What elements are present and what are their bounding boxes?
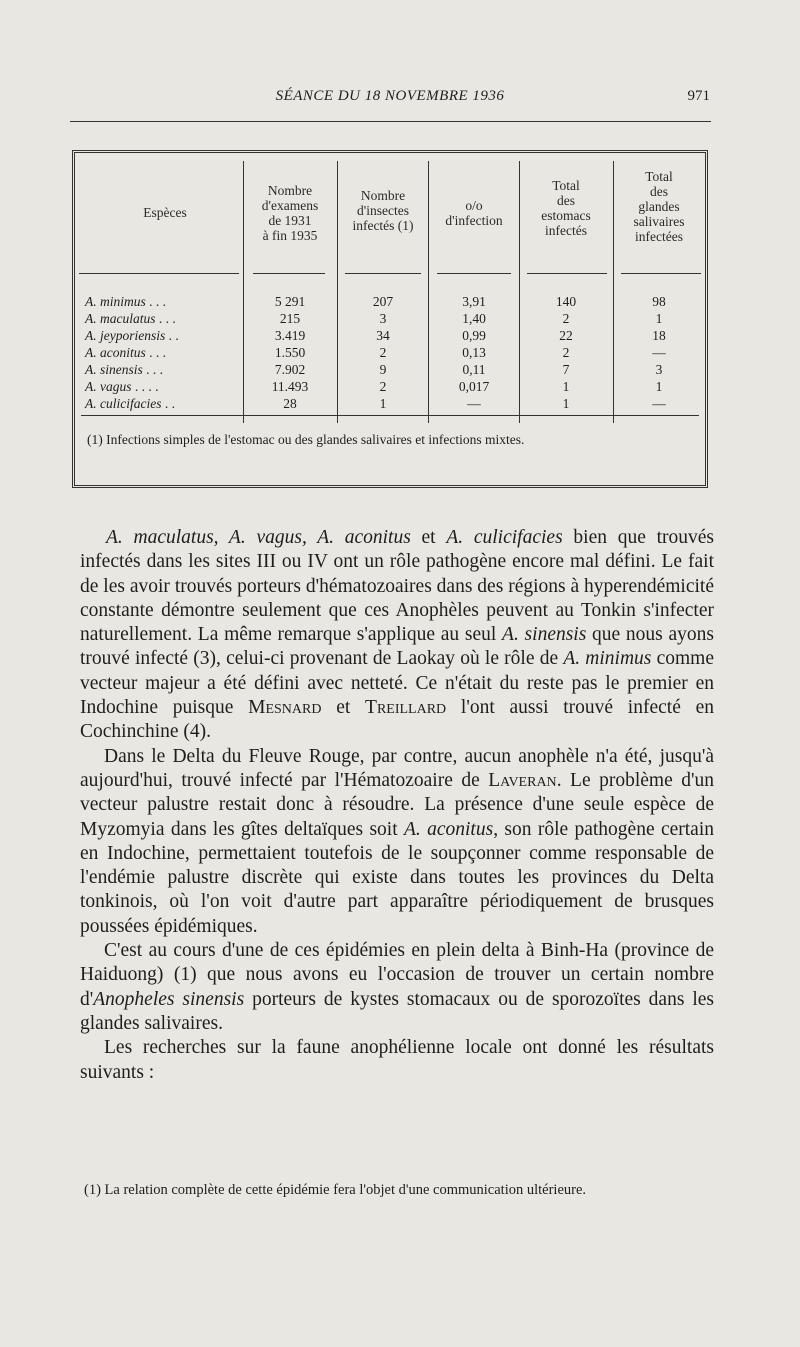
table-cell: 1.550	[274, 345, 306, 360]
table-cell: 0,11	[462, 362, 486, 377]
running-header	[70, 88, 710, 112]
percent-column	[430, 293, 518, 412]
exams-column	[247, 293, 333, 412]
table-cell: 1,40	[462, 311, 486, 326]
page-number: 971	[687, 88, 710, 104]
table-cell: 207	[372, 294, 394, 309]
table-row: A. culicifacies . .	[85, 396, 175, 411]
infection-table	[72, 150, 708, 488]
table-cell: 28	[283, 396, 297, 411]
header-underline	[345, 273, 421, 274]
header-glands: Total des glandes salivaires infectées	[633, 169, 685, 244]
table-cell: —	[652, 345, 666, 360]
table-cell: 215	[279, 311, 301, 326]
table-cell: 7.902	[274, 362, 306, 377]
header-title: SÉANCE DU 18 NOVEMBRE 1936	[275, 88, 505, 104]
table-row: A. maculatus . . .	[85, 311, 176, 326]
table-cell: 1	[655, 379, 663, 394]
table-cell: 3.419	[274, 328, 306, 343]
col-separator	[519, 161, 520, 423]
table-cell: 1	[655, 311, 663, 326]
table-cell: 140	[555, 294, 577, 309]
header-species: Espèces	[143, 205, 187, 220]
stomachs-column	[521, 293, 611, 412]
header-underline	[79, 273, 239, 274]
header-rule	[70, 121, 711, 122]
table-footnote: (1) Infections simples de l'estomac ou des glandes salivaires et infections mixtes.	[87, 432, 525, 447]
header-underline	[527, 273, 607, 274]
paragraph: Dans le Delta du Fleuve Rouge, par contre, aucun anophèle n'a été, jusqu'à aujourd'hui, trouvé infecté par l'Hématozoaire de Laveran. Le problème d'un vecteur palustre restait donc à résoudre. La présence d'une seule espèce de Myzomyia dans les gîtes deltaïques soit A. aconitus, son rôle pathogène certain en Indochine, permettaient toutefois de le soupçonner comme responsable de l'endémie palustre discrète qui existe dans toutes les provinces du Delta tonkinois, où l'on voit d'autre part apparaître périodiquement de brusques poussées épidémiques.	[80, 745, 714, 937]
table-cell: 22	[559, 328, 573, 343]
table-cell: 1	[562, 396, 570, 411]
table-row: A. vagus . . . .	[85, 379, 159, 394]
table-row: A. aconitus . . .	[85, 345, 166, 360]
header-percent: o/o d'infection	[445, 198, 503, 228]
table-cell: 7	[562, 362, 570, 377]
table-cell: 2	[379, 379, 387, 394]
table-row: A. jeyporiensis . .	[85, 328, 179, 343]
table-footnote-rule	[81, 415, 699, 416]
paragraph: Les recherches sur la faune anophélienne locale ont donné les résultats suivants :	[80, 1037, 714, 1083]
table-row: A. minimus . . .	[85, 294, 166, 309]
table-cell: 0,99	[462, 328, 486, 343]
header-underline	[437, 273, 511, 274]
glands-column	[615, 293, 703, 412]
insects-column	[339, 293, 427, 412]
table-cell: 5 291	[274, 294, 306, 309]
table-cell: 98	[652, 294, 666, 309]
table-cell: 0,13	[462, 345, 486, 360]
table-cell: 2	[379, 345, 387, 360]
table-cell: —	[467, 396, 481, 411]
header-insects: Nombre d'insectes infectés (1)	[352, 188, 414, 233]
table-cell: 18	[652, 328, 666, 343]
col-separator	[428, 161, 429, 423]
col-separator	[613, 161, 614, 423]
table-cell: 1	[379, 396, 387, 411]
table-cell: 9	[379, 362, 387, 377]
body-text	[80, 526, 714, 1085]
table-cell: 2	[562, 311, 570, 326]
table-cell: 3	[655, 362, 663, 377]
header-stomachs: Total des estomacs infectés	[541, 178, 591, 238]
header-exams: Nombre d'examens de 1931 à fin 1935	[261, 183, 319, 243]
table-cell: 3	[379, 311, 387, 326]
col-separator	[243, 161, 244, 423]
table-cell: 34	[376, 328, 390, 343]
header-underline	[621, 273, 701, 274]
table-cell: 2	[562, 345, 570, 360]
table-cell: 3,91	[462, 294, 486, 309]
paragraph: A. maculatus, A. vagus, A. aconitus et A. culicifacies bien que trouvés infectés dans les sites III ou IV ont un rôle pathogène encore mal défini. Le fait de les avoir trouvés porteurs d'hématozoaires dans des régions à hyperendémicité constante démontre seulement que ces Anophèles peuvent au Tonkin s'infecter naturellement. La même remarque s'applique au seul A. sinensis que nous ayons trouvé infecté (3), celui-ci provenant de Laokay où le rôle de A. minimus comme vecteur majeur a été défini avec netteté. Ce n'était du reste pas le premier en Indochine puisque Mesnard et Treillard l'ont aussi trouvé infecté en Cochinchine (4).	[80, 527, 714, 743]
table-row: A. sinensis . . .	[85, 362, 164, 377]
table-cell: 1	[562, 379, 570, 394]
paragraph: C'est au cours d'une de ces épidémies en plein delta à Binh-Ha (province de Haiduong) (1) que nous avons eu l'occasion de trouver un certain nombre d'Anopheles sinensis porteurs de kystes stomacaux ou de sporozoïtes dans les glandes salivaires.	[80, 940, 714, 1034]
page-footnote: (1) La relation complète de cette épidémie fera l'objet d'une communication ultérieure.	[84, 1182, 587, 1198]
table-cell: 11.493	[271, 379, 309, 394]
table-cell: 0,017	[458, 379, 490, 394]
table-cell: —	[652, 396, 666, 411]
col-separator	[337, 161, 338, 423]
species-column	[85, 293, 179, 412]
header-underline	[253, 273, 325, 274]
